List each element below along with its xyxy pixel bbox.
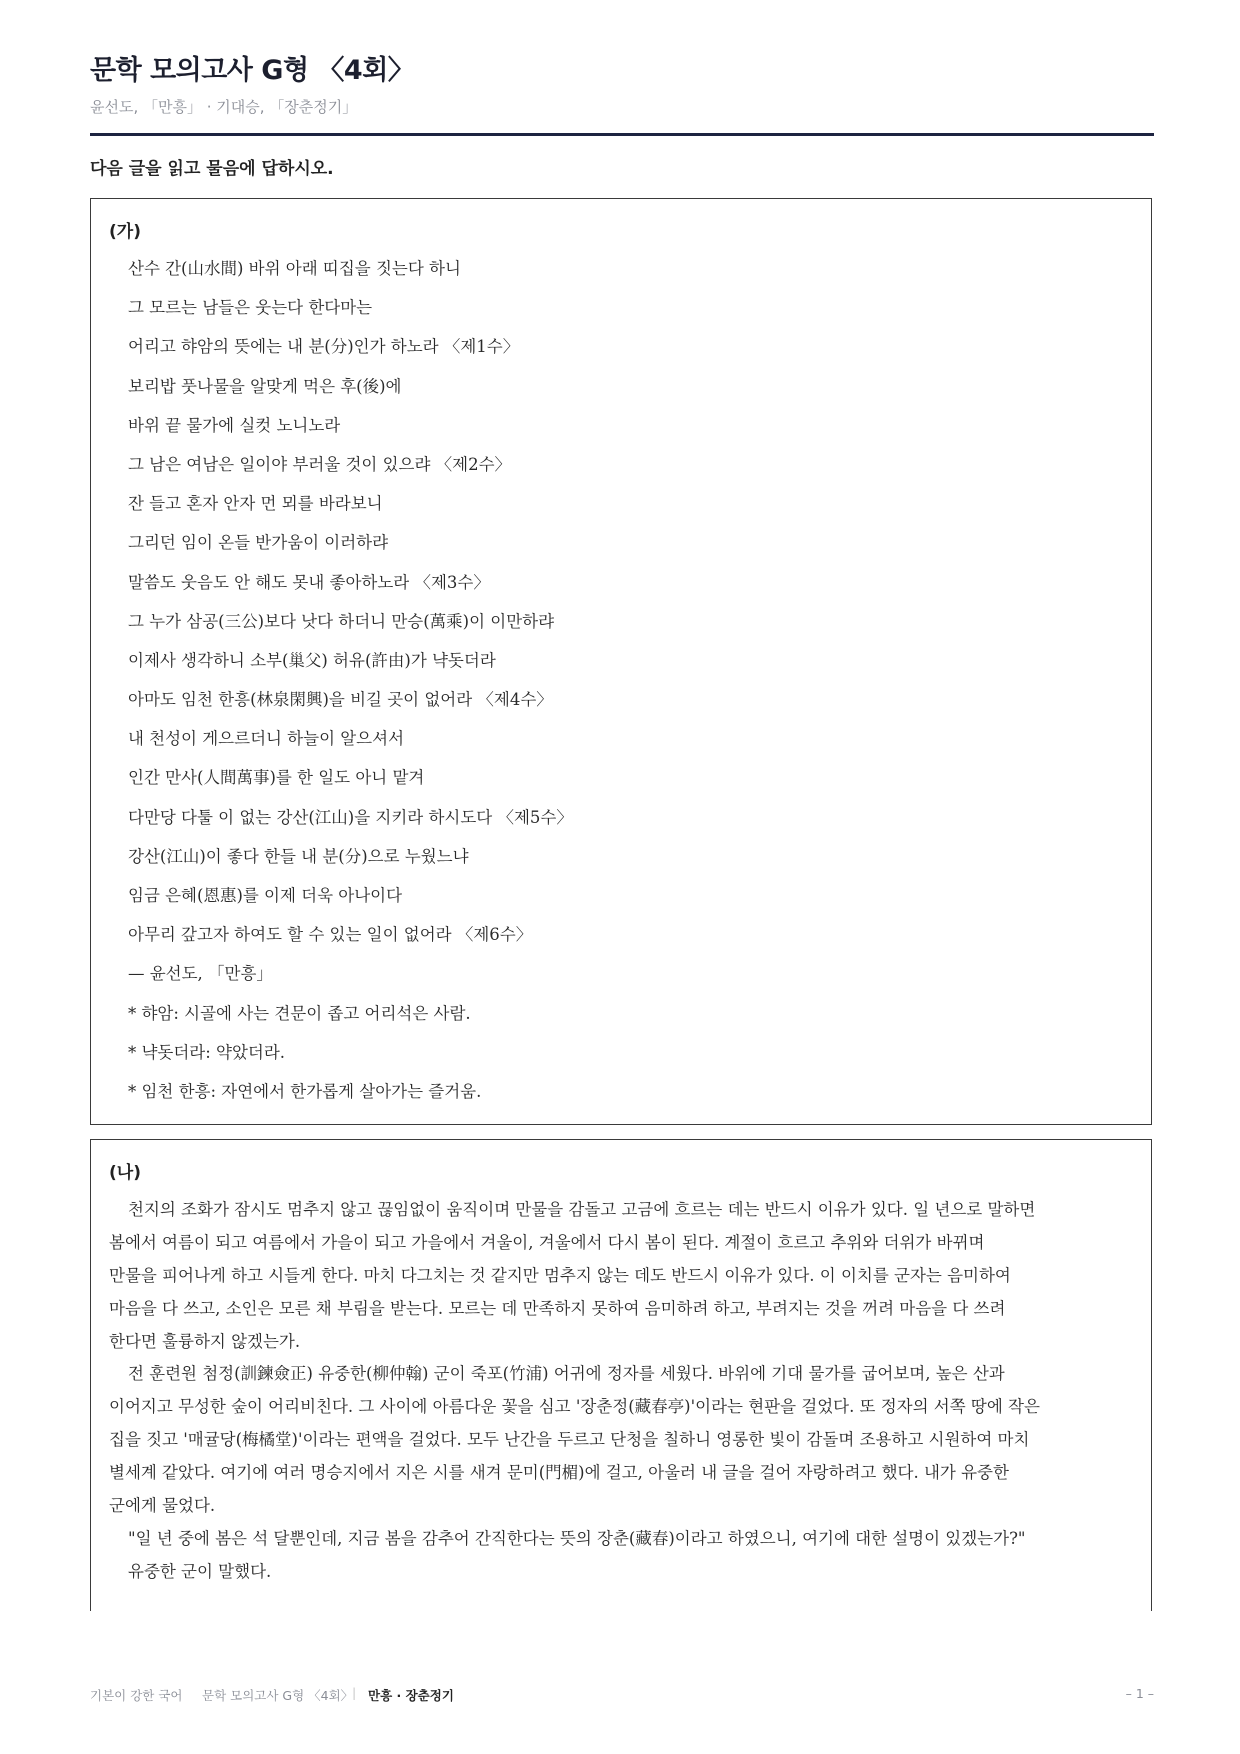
poem-body xyxy=(128,257,1131,1119)
poem-line: 강산(江山)이 좋다 한들 내 분(分)으로 누웠느냐 xyxy=(128,846,469,866)
poem-line: 이제사 생각하니 소부(巢父) 허유(許由)가 냑돗더라 xyxy=(128,650,496,670)
poem-line: 그 누가 삼공(三公)보다 낫다 하더니 만승(萬乘)이 이만하랴 xyxy=(128,611,555,631)
poem-line: 바위 끝 물가에 실컷 노니노라 xyxy=(128,415,341,435)
prose-body xyxy=(109,1198,1135,1593)
footer-work-title: 만흥 · 장춘정기 xyxy=(368,1688,454,1703)
poem-line: 아마도 임천 한흥(林泉閑興)을 비길 곳이 없어라 〈제4수〉 xyxy=(128,690,553,710)
poem-line: 보리밥 풋나물을 알맞게 먹은 후(後)에 xyxy=(128,376,402,396)
prose-line: 봄에서 여름이 되고 여름에서 가을이 되고 가을에서 겨울이, 겨울에서 다시 봄이 된다. 계절이 흐르고 추위와 더위가 바뀌며 xyxy=(109,1232,985,1252)
page-footer xyxy=(90,1686,1154,1706)
page-title: 문학 모의고사 G형 〈4회〉 xyxy=(90,55,415,86)
passage-a-box xyxy=(90,198,1152,1125)
prose-line: 천지의 조화가 잠시도 멈추지 않고 끊임없이 움직이며 만물을 감돌고 고금에 흐르는 데는 반드시 이유가 있다. 일 년으로 말하면 xyxy=(128,1200,1036,1219)
passage-b-box xyxy=(90,1139,1152,1611)
poem-line: 아무리 갚고자 하여도 할 수 있는 일이 없어라 〈제6수〉 xyxy=(128,925,533,945)
prose-line: 만물을 피어나게 하고 시들게 한다. 마치 다그치는 것 같지만 멈추지 않는 데도 반드시 이유가 있다. 이 이치를 군자는 음미하여 xyxy=(109,1265,1011,1285)
poem-line: — 윤선도, 「만흥」 xyxy=(128,964,273,984)
poem-line: * 임천 한흥: 자연에서 한가롭게 살아가는 즐거움. xyxy=(128,1081,482,1101)
poem-line: * 햐암: 시골에 사는 견문이 좁고 어리석은 사람. xyxy=(128,1003,471,1023)
poem-line: 어리고 햐암의 뜻에는 내 분(分)인가 하노라 〈제1수〉 xyxy=(128,337,520,357)
header-divider xyxy=(90,133,1154,136)
prose-line: 집을 짓고 '매귤당(梅橘堂)'이라는 편액을 걸었다. 모두 난간을 두르고 단청을 칠하니 영롱한 빛이 감돌며 조용하고 시원하여 마치 xyxy=(109,1430,1030,1450)
poem-line: 그 모르는 남들은 웃는다 한다마는 xyxy=(128,298,373,318)
footer-brand: 기본이 강한 국어 xyxy=(90,1688,183,1703)
poem-line: 임금 은혜(恩惠)를 이제 더욱 아나이다 xyxy=(128,886,403,905)
poem-line: 그리던 임이 온들 반가움이 이러하랴 xyxy=(128,533,389,553)
prose-line: 유중한 군이 말했다. xyxy=(128,1561,272,1581)
poem-line: 그 남은 여남은 일이야 부러울 것이 있으랴 〈제2수〉 xyxy=(128,454,512,474)
poem-line: * 냑돗더라: 약았더라. xyxy=(128,1042,286,1062)
prose-line: 이어지고 무성한 숲이 어리비친다. 그 사이에 아름다운 꽃을 심고 '장춘정(藏春亭)'이라는 현판을 걸었다. 또 정자의 서쪽 땅에 작은 xyxy=(109,1397,1040,1417)
page-subtitle: 윤선도, 「만흥」 · 기대승, 「장춘정기」 xyxy=(90,98,358,116)
prose-line: 한다면 훌륭하지 않겠는가. xyxy=(109,1331,301,1351)
poem-line: 말씀도 웃음도 안 해도 못내 좋아하노라 〈제3수〉 xyxy=(128,572,490,592)
passage-a-label: (가) xyxy=(109,222,141,242)
poem-line: 잔 들고 혼자 안자 먼 뫼를 바라보니 xyxy=(128,494,383,514)
footer-separator: | xyxy=(352,1685,357,1700)
page-number: – 1 – xyxy=(1125,1686,1154,1701)
prose-line: 전 훈련원 첨정(訓鍊僉正) 유중한(柳仲翰) 군이 죽포(竹浦) 어귀에 정자를 세웠다. 바위에 기대 물가를 굽어보며, 높은 산과 xyxy=(128,1364,1005,1384)
poem-line: 인간 만사(人間萬事)를 한 일도 아니 맡겨 xyxy=(128,768,425,788)
prose-line: 별세계 같았다. 여기에 여러 명승지에서 지은 시를 새겨 문미(門楣)에 걸고, 아울러 내 글을 걸어 자랑하려고 했다. 내가 유중한 xyxy=(109,1463,1009,1483)
poem-line: 다만당 다툴 이 없는 강산(江山)을 지키라 하시도다 〈제5수〉 xyxy=(128,807,573,827)
poem-line: 내 천성이 게으르더니 하늘이 알으셔서 xyxy=(128,729,405,749)
prose-line: 마음을 다 쓰고, 소인은 모른 채 부림을 받는다. 모르는 데 만족하지 못하여 음미하려 하고, 부려지는 것을 꺼려 마음을 다 쓰려 xyxy=(109,1298,1006,1318)
instruction-text: 다음 글을 읽고 물음에 답하시오. xyxy=(90,159,334,179)
prose-line: 군에게 물었다. xyxy=(109,1496,216,1516)
footer-exam-title: 문학 모의고사 G형 〈4회〉 xyxy=(202,1688,354,1703)
prose-line: "일 년 중에 봄은 석 달뿐인데, 지금 봄을 감추어 간직한다는 뜻의 장춘(藏春)이라고 하였으니, 여기에 대한 설명이 있겠는가?" xyxy=(128,1528,1026,1548)
passage-b-label: (나) xyxy=(109,1163,141,1183)
poem-line: 산수 간(山水間) 바위 아래 띠집을 짓는다 하니 xyxy=(128,259,461,278)
